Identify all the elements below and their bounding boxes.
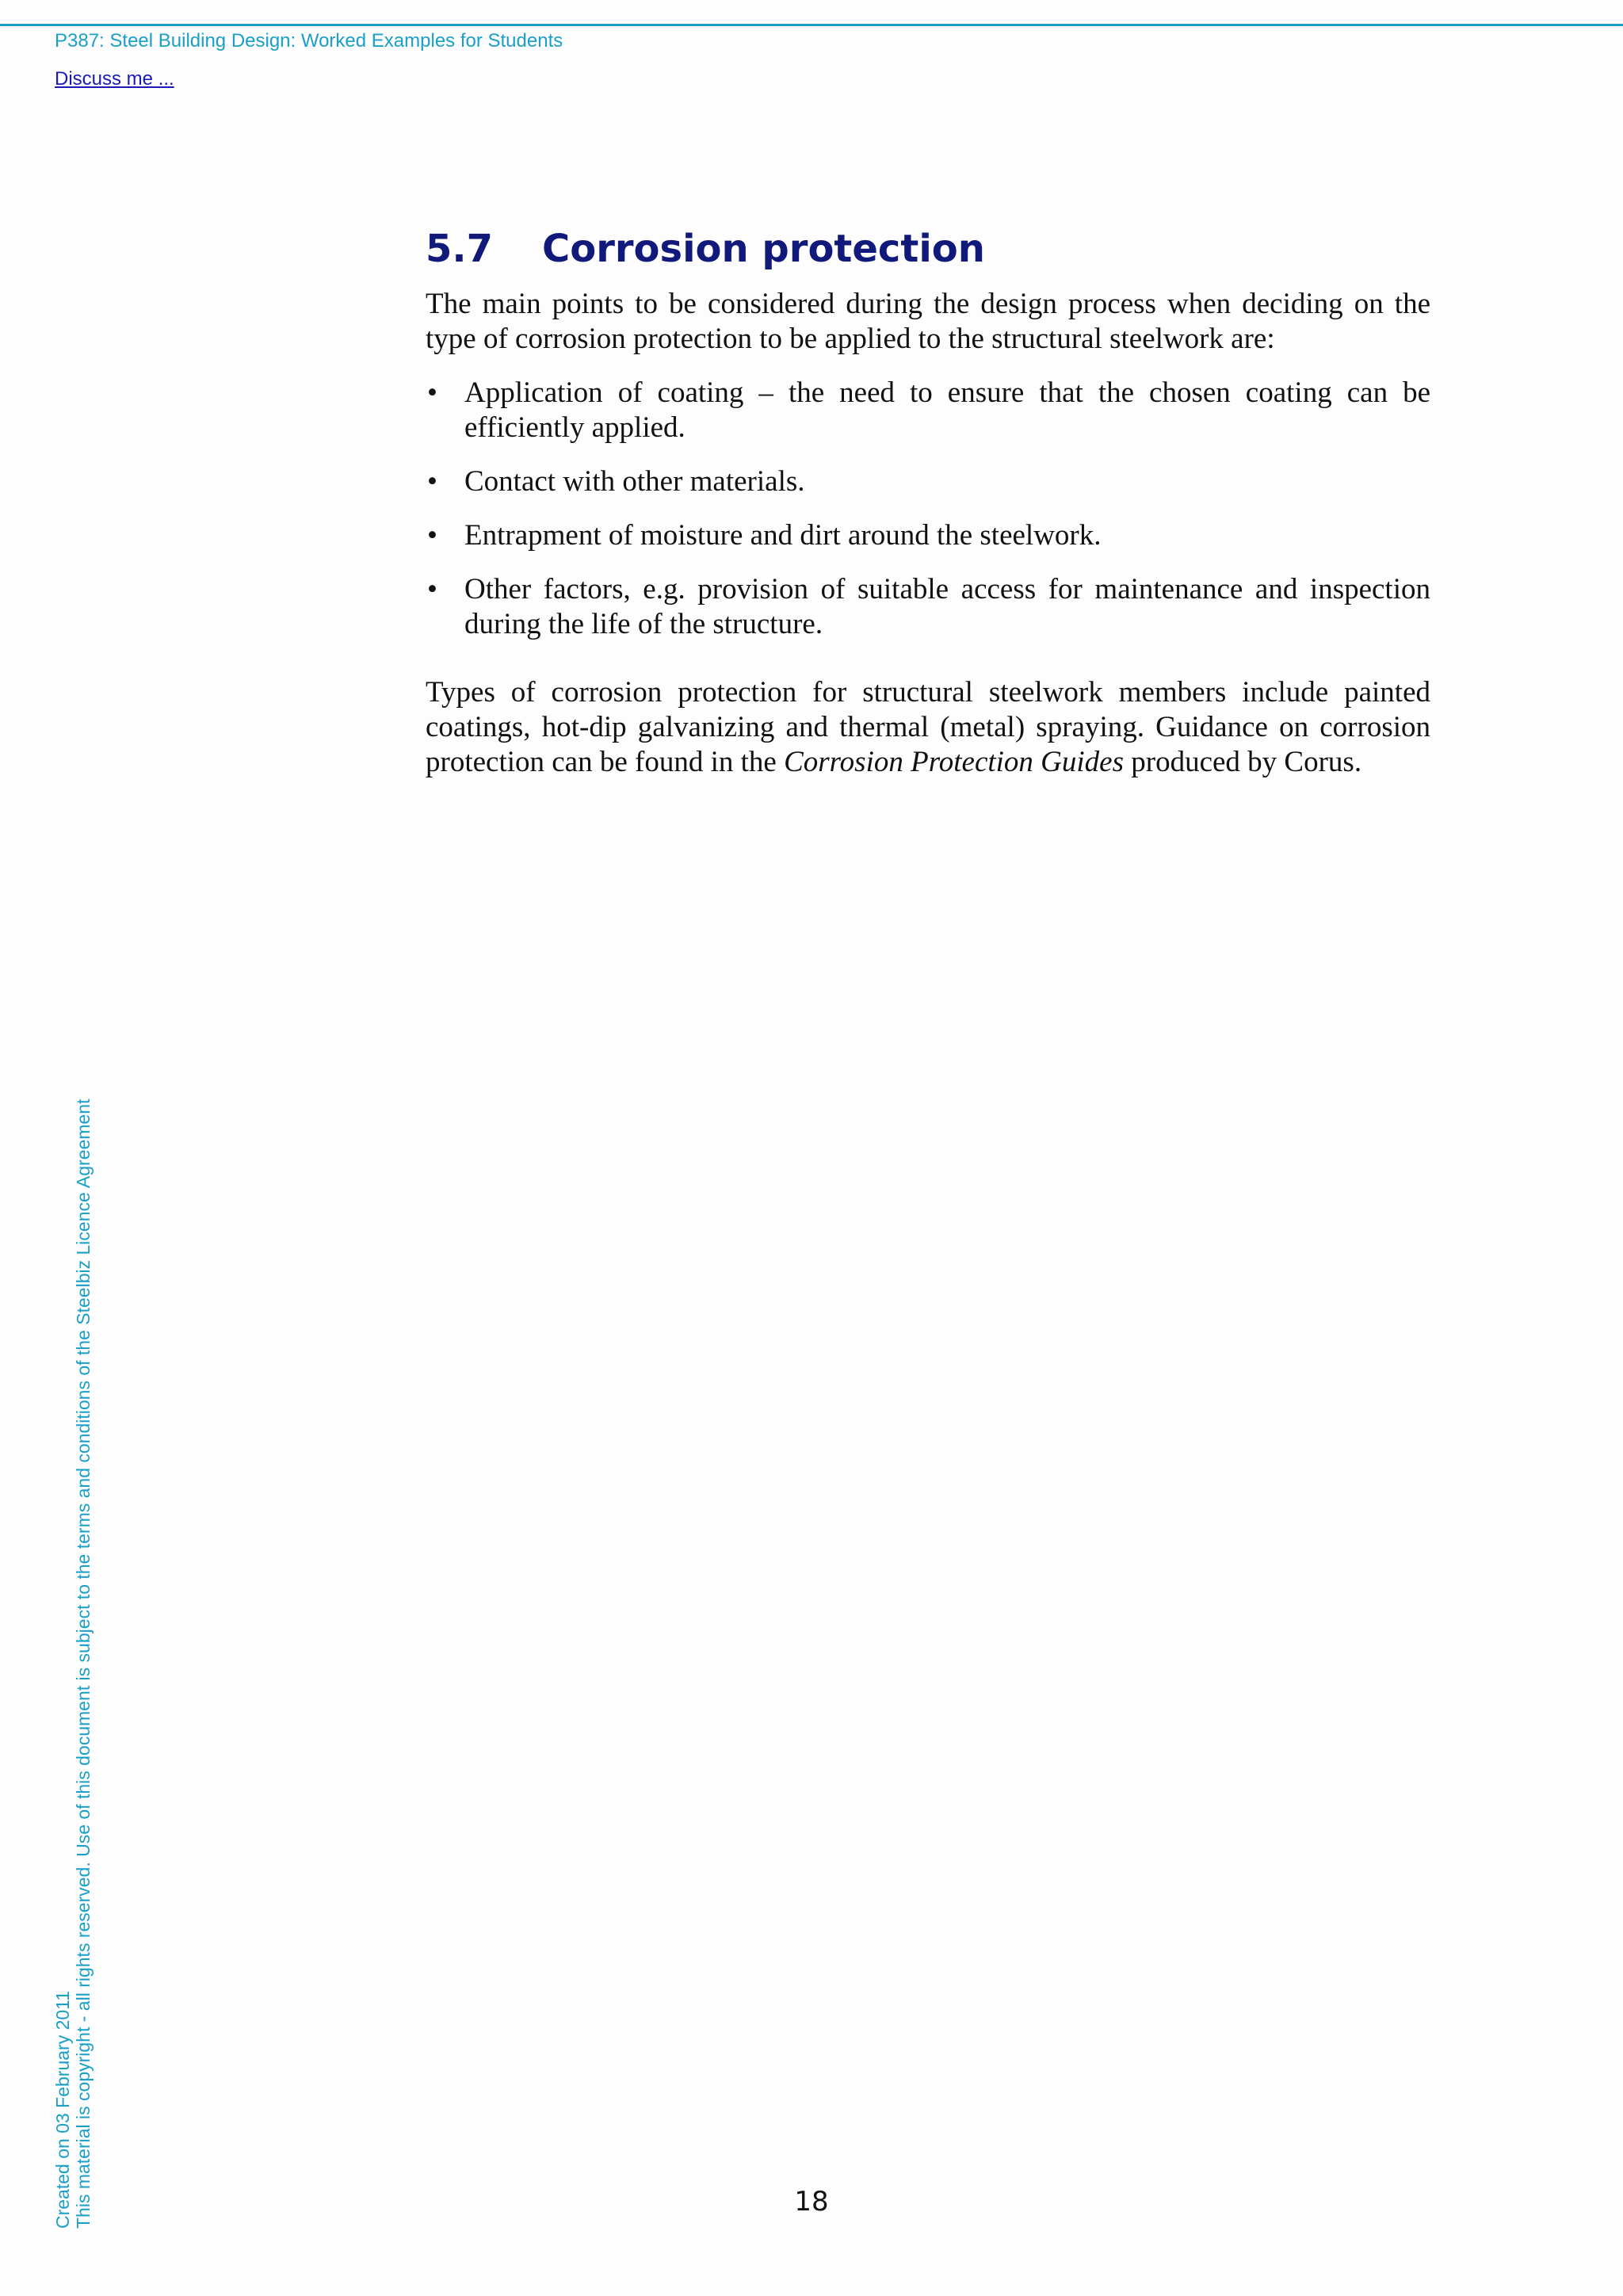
page-number: 18 bbox=[794, 2186, 829, 2218]
section-number: 5.7 bbox=[426, 227, 494, 271]
list-item-text: Other factors, e.g. provision of suitable access for maintenance and inspection during the life of the structure. bbox=[464, 573, 1430, 640]
bullet-icon: • bbox=[427, 465, 437, 498]
discuss-link[interactable]: Discuss me ... bbox=[55, 68, 174, 90]
bullet-list bbox=[426, 376, 1430, 642]
bullet-icon: • bbox=[427, 519, 437, 552]
intro-paragraph: The main points to be considered during the design process when deciding on the type of corrosion protection to be applied to the structural steelwork are: bbox=[426, 288, 1430, 355]
list-item bbox=[426, 518, 1430, 553]
bullet-icon: • bbox=[427, 573, 437, 606]
document-header-title: P387: Steel Building Design: Worked Examples for Students bbox=[55, 30, 563, 52]
copyright-note: This material is copyright - all rights reserved. Use of this document is subject to the terms and conditions of the Steelbiz Licence Agreement bbox=[73, 1098, 94, 2229]
list-item-text: Entrapment of moisture and dirt around the steelwork. bbox=[464, 519, 1102, 552]
corrosion-types-paragraph bbox=[426, 675, 1430, 780]
section-heading bbox=[426, 222, 1430, 276]
list-item bbox=[426, 376, 1430, 445]
copyright-side-note bbox=[52, 1099, 94, 2229]
guide-title: Corrosion Protection Guides bbox=[784, 746, 1124, 778]
paragraph-text: Types of corrosion protection for structural steelwork members include painted coatings, hot-dip galvanizing and thermal (metal) spraying. Guidance on corrosion protection can be found in the bbox=[426, 676, 1430, 778]
main-content bbox=[426, 222, 1430, 780]
section-title: Corrosion protection bbox=[542, 227, 985, 271]
list-item bbox=[426, 572, 1430, 642]
bullet-icon: • bbox=[427, 376, 437, 409]
created-date-note: Created on 03 February 2011 bbox=[52, 1990, 73, 2229]
list-item-text: Application of coating – the need to ensure that the chosen coating can be efficiently applied. bbox=[464, 376, 1430, 444]
header-rule bbox=[0, 24, 1623, 26]
list-item bbox=[426, 464, 1430, 499]
paragraph-text-end: produced by Corus. bbox=[1124, 746, 1362, 778]
list-item-text: Contact with other materials. bbox=[464, 465, 805, 498]
